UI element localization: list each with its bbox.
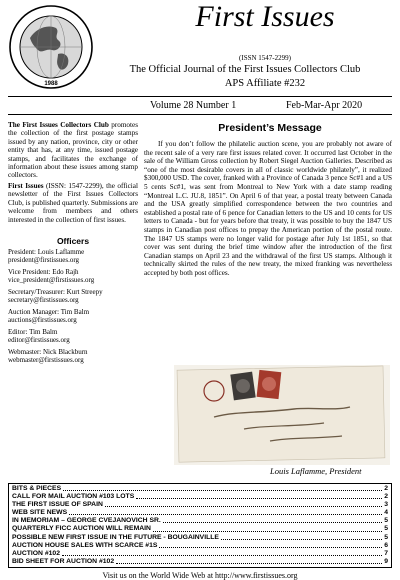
stamp-canada-3d <box>230 372 255 401</box>
toc-leader-dots <box>221 534 382 540</box>
toc-entry-title: AUCTION #102 <box>12 549 60 557</box>
stamp-cover-photo <box>174 365 390 465</box>
officer-entry <box>8 268 138 284</box>
toc-entry-page: 5 <box>384 517 388 525</box>
journal-title: First Issues <box>195 0 335 33</box>
toc-leader-dots <box>116 558 382 564</box>
stamp-us-5c <box>257 370 282 399</box>
toc-entry-page: 6 <box>384 541 388 549</box>
toc-entry-title: IN MEMORIAM – GEORGE CVEJANOVICH SR. <box>12 517 161 525</box>
officer-entry <box>8 308 138 324</box>
newsletter-description <box>8 182 138 224</box>
toc-entry-page: 9 <box>384 557 388 565</box>
officers-heading: Officers <box>56 236 90 246</box>
issue-date: Feb-Mar-Apr 2020 <box>286 100 363 111</box>
header-rule-top <box>8 96 392 97</box>
toc-entry-title: WEB SITE NEWS <box>12 509 68 517</box>
toc-entry[interactable] <box>12 501 388 509</box>
toc-entry-title: AUCTION HOUSE SALES WITH SCARCE #1S <box>12 541 158 549</box>
officer-email[interactable]: webmaster@firstissues.org <box>8 356 84 365</box>
toc-leader-dots <box>63 485 382 491</box>
toc-entry-title: QUARTERLY FICC AUCTION WILL REMAIN <box>12 525 151 533</box>
toc-entry-title: BID SHEET FOR AUCTION #102 <box>12 557 115 565</box>
toc-entry-title: BITS & PIECES <box>12 485 62 492</box>
officer-email[interactable]: vice_president@firstissues.org <box>8 276 95 285</box>
officer-entry <box>8 288 138 304</box>
toc-entry-page: 7 <box>384 549 388 557</box>
toc-entry-page: 2 <box>384 493 388 501</box>
toc-entry[interactable] <box>12 485 388 493</box>
toc-entry-page: 5 <box>384 525 388 533</box>
message-paragraph: If you don’t follow the philatelic auction scene, you are probably not aware of the recent sale of a very rare first issues related cover. It occurred last October in the sale of the William Gross collection by Robert Siegel Auction Galleries. Described as “one of the most desirable covers in all of classic worldwide philately”, it realized $300,000 USD. The cover, franked with a Province of Canada 3 pence Sc#1 and a US 5 cents Sc#1, was sent from Montreal to New York with a date stamp reading “Montreal L.C. JU.8, 1851”. On April 6 of that year, a postal treaty between Canada and the USA greatly simplified correspondence between the two countries and established a postal rate of 6 pence for Canadian letters to the US and 10 cents for US letters to Canada - but for years before that treaty, it was possible to buy the 1847 US stamps in Canadian post offices to prepay the American portion of the postal route. The 1847 US stamps were no longer valid for postage after July 1st 1851, so that cover was sent during the brief time window after the introduction of the first Canadian stamps on April 23 and the withdrawal of the first US stamps. Although it technically skirted the rules of the new treaty, the mixed franking was nevertheless accepted by both post offices. <box>144 140 392 277</box>
toc-entry-title: POSSIBLE NEW FIRST ISSUE IN THE FUTURE - BOUGAINVILLE <box>12 533 219 541</box>
toc-entry[interactable] <box>12 550 388 558</box>
club-globe-logo <box>8 4 94 90</box>
officer-entry <box>8 328 138 344</box>
officer-email[interactable]: auctions@firstissues.org <box>8 316 77 325</box>
toc-entry-title: CALL FOR MAIL AUCTION #103 LOTS <box>12 493 135 501</box>
cover-envelope <box>177 366 385 462</box>
toc-leader-dots <box>153 525 382 531</box>
officer-role: Webmaster: Nick Blackburn <box>8 348 88 356</box>
table-of-contents <box>8 483 392 568</box>
toc-entry[interactable] <box>12 493 388 501</box>
officer-entry <box>8 348 138 364</box>
toc-entry[interactable] <box>12 558 388 566</box>
officer-email[interactable]: president@firstissues.org <box>8 256 80 265</box>
toc-entry-title: THE FIRST ISSUE OF SPAIN <box>12 501 103 509</box>
officer-email[interactable]: editor@firstissues.org <box>8 336 70 345</box>
officer-email[interactable]: secretary@firstissues.org <box>8 296 79 305</box>
toc-entry-page: 2 <box>384 485 388 492</box>
club-description-text: promotes the collection of the first postage stamps issued by any nation, province, city or other entity that has, at any time, issued postage stamps, and facilitates the exchange of information about these issues among stamp collectors. <box>8 121 138 180</box>
toc-leader-dots <box>62 550 382 556</box>
toc-entry[interactable] <box>12 509 388 517</box>
volume-number: Volume 28 Number 1 <box>150 100 237 111</box>
header-rule-bottom <box>8 114 392 115</box>
newsletter-name: First Issues <box>8 182 44 190</box>
toc-entry-page: 4 <box>384 509 388 517</box>
affiliate-line: APS Affiliate #232 <box>224 78 306 89</box>
toc-leader-dots <box>105 501 382 507</box>
officer-role: Secretary/Treasurer: Kurt Streepy <box>8 288 103 296</box>
toc-leader-dots <box>69 509 382 515</box>
website-footer[interactable]: Visit us on the World Wide Web at http://www.firstissues.org <box>102 571 298 580</box>
officer-role: Editor: Tim Balm <box>8 328 58 336</box>
club-description <box>8 121 138 180</box>
officer-role: Vice President: Edo Rajh <box>8 268 79 276</box>
logo-year: 1988 <box>44 81 58 87</box>
officer-role: Auction Manager: Tim Balm <box>8 308 90 316</box>
toc-entry-page: 5 <box>384 533 388 541</box>
presidents-message-heading: President’s Message <box>218 122 322 134</box>
toc-leader-dots <box>159 542 382 548</box>
issn-line: (ISSN 1547-2299) <box>239 54 291 62</box>
toc-entry[interactable] <box>12 517 388 525</box>
toc-entry[interactable] <box>12 525 388 533</box>
toc-leader-dots <box>136 493 382 499</box>
toc-entry[interactable] <box>12 534 388 542</box>
toc-entry[interactable] <box>12 542 388 550</box>
officer-role: President: Louis Laflamme <box>8 248 85 256</box>
toc-entry-page: 3 <box>384 501 388 509</box>
presidents-message-body <box>144 140 392 278</box>
toc-leader-dots <box>163 517 382 523</box>
officer-entry <box>8 248 138 264</box>
club-name: The First Issues Collectors Club <box>8 121 109 129</box>
newsletter-description-text: (ISSN: 1547-2299), the official newsletter of the First Issues Collectors Club, is published quarterly. Submissions are welcome from members and others interested in the collection of first issues. <box>8 182 138 224</box>
journal-subtitle: The Official Journal of the First Issues Collectors Club <box>129 64 361 75</box>
president-signature: Louis Laflamme, President <box>270 466 362 476</box>
